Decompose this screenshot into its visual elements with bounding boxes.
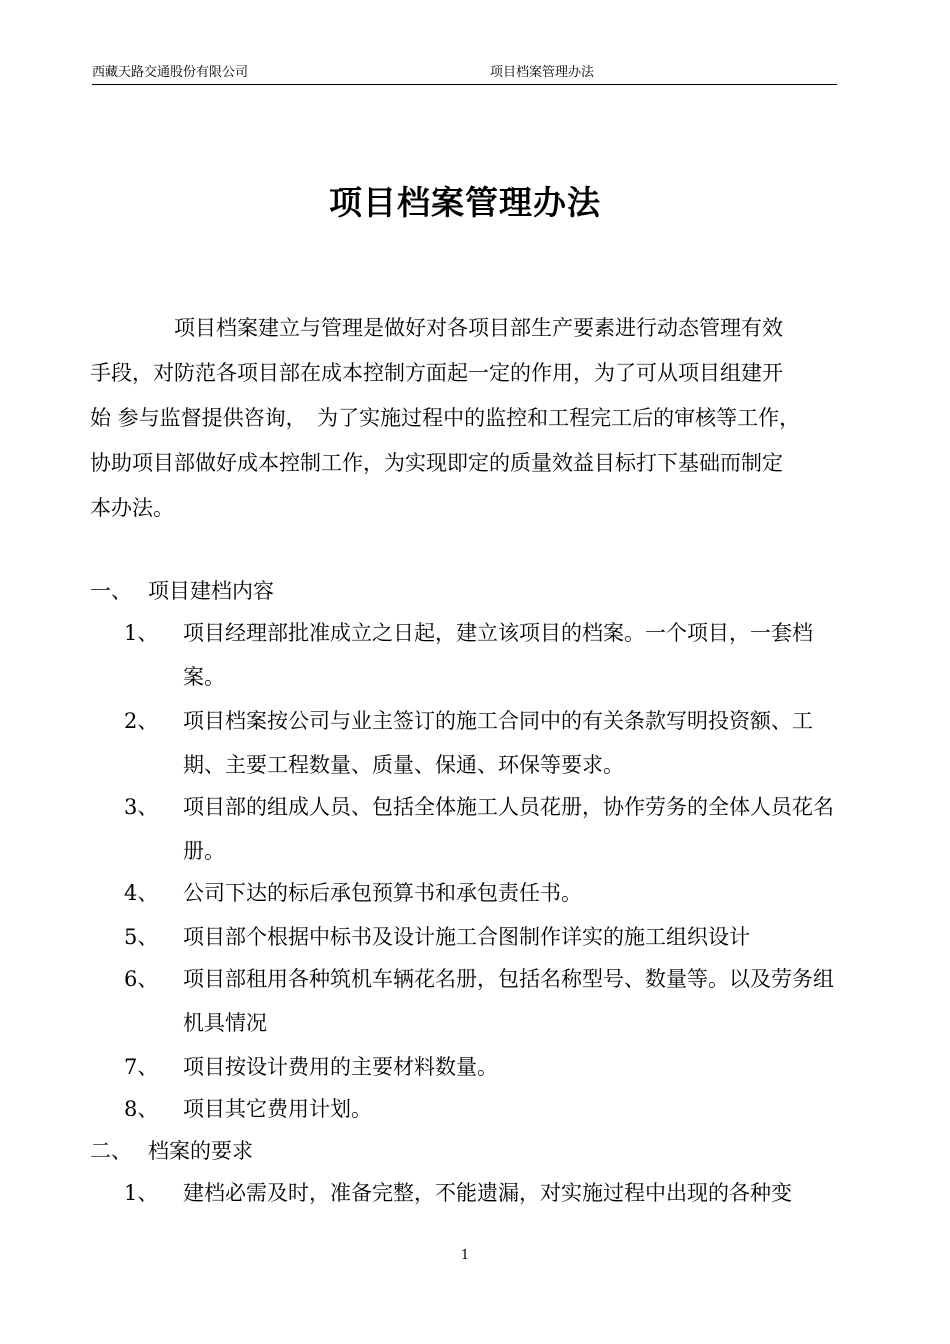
- document-title: 项目档案管理办法: [329, 183, 601, 222]
- header-divider: [92, 84, 837, 85]
- section-number: 一、: [90, 579, 132, 603]
- intro-line: 本办法。: [90, 496, 174, 520]
- header-company-name: 西藏天路交通股份有限公司: [92, 65, 249, 80]
- item-text: 项目部租用各种筑机车辆花名册，包括名称型号、数量等。以及劳务组机具情况: [183, 967, 834, 1035]
- item-number: 8、: [124, 1097, 159, 1121]
- intro-line: 协助项目部做好成本控制工作，为实现即定的质量效益目标打下基础而制定: [90, 451, 783, 475]
- item-number: 1、: [124, 621, 159, 645]
- item-number: 6、: [124, 967, 159, 991]
- item-text: 项目经理部批准成立之日起，建立该项目的档案。一个项目，一套档案。: [183, 621, 813, 689]
- section-title: 档案的要求: [148, 1139, 253, 1163]
- item-number: 2、: [124, 709, 159, 733]
- intro-paragraph: [90, 306, 840, 531]
- page-header: [92, 64, 837, 84]
- intro-line: 始 参与监督提供咨询， 为了实施过程中的监控和工程完工后的审核等工作，: [90, 406, 801, 430]
- item-number: 3、: [124, 795, 159, 819]
- item-number: 4、: [124, 881, 159, 905]
- item-text: 项目部的组成人员、包括全体施工人员花册，协作劳务的全体人员花名册。: [183, 795, 834, 863]
- header-document-title: 项目档案管理办法: [490, 65, 595, 80]
- item-text: 公司下达的标后承包预算书和承包责任书。: [183, 881, 582, 905]
- item-text: 项目其它费用计划。: [183, 1097, 372, 1121]
- item-number: 7、: [124, 1055, 159, 1079]
- item-number: 5、: [124, 925, 159, 949]
- item-number: 1、: [124, 1181, 159, 1205]
- page-number: 1: [460, 1248, 470, 1263]
- section-title: 项目建档内容: [148, 579, 274, 603]
- item-text: 项目按设计费用的主要材料数量。: [183, 1055, 498, 1079]
- item-text: 项目部个根据中标书及设计施工合图制作详实的施工组织设计: [183, 925, 750, 949]
- section-number: 二、: [90, 1139, 132, 1163]
- intro-line: 项目档案建立与管理是做好对各项目部生产要素进行动态管理有效: [90, 316, 783, 340]
- item-text: 项目档案按公司与业主签订的施工合同中的有关条款写明投资额、工期、主要工程数量、质量、保通、环保等要求。: [183, 709, 813, 777]
- intro-line: 手段，对防范各项目部在成本控制方面起一定的作用，为了可从项目组建开: [90, 361, 783, 385]
- item-text: 建档必需及时，准备完整，不能遗漏，对实施过程中出现的各种变: [183, 1181, 792, 1205]
